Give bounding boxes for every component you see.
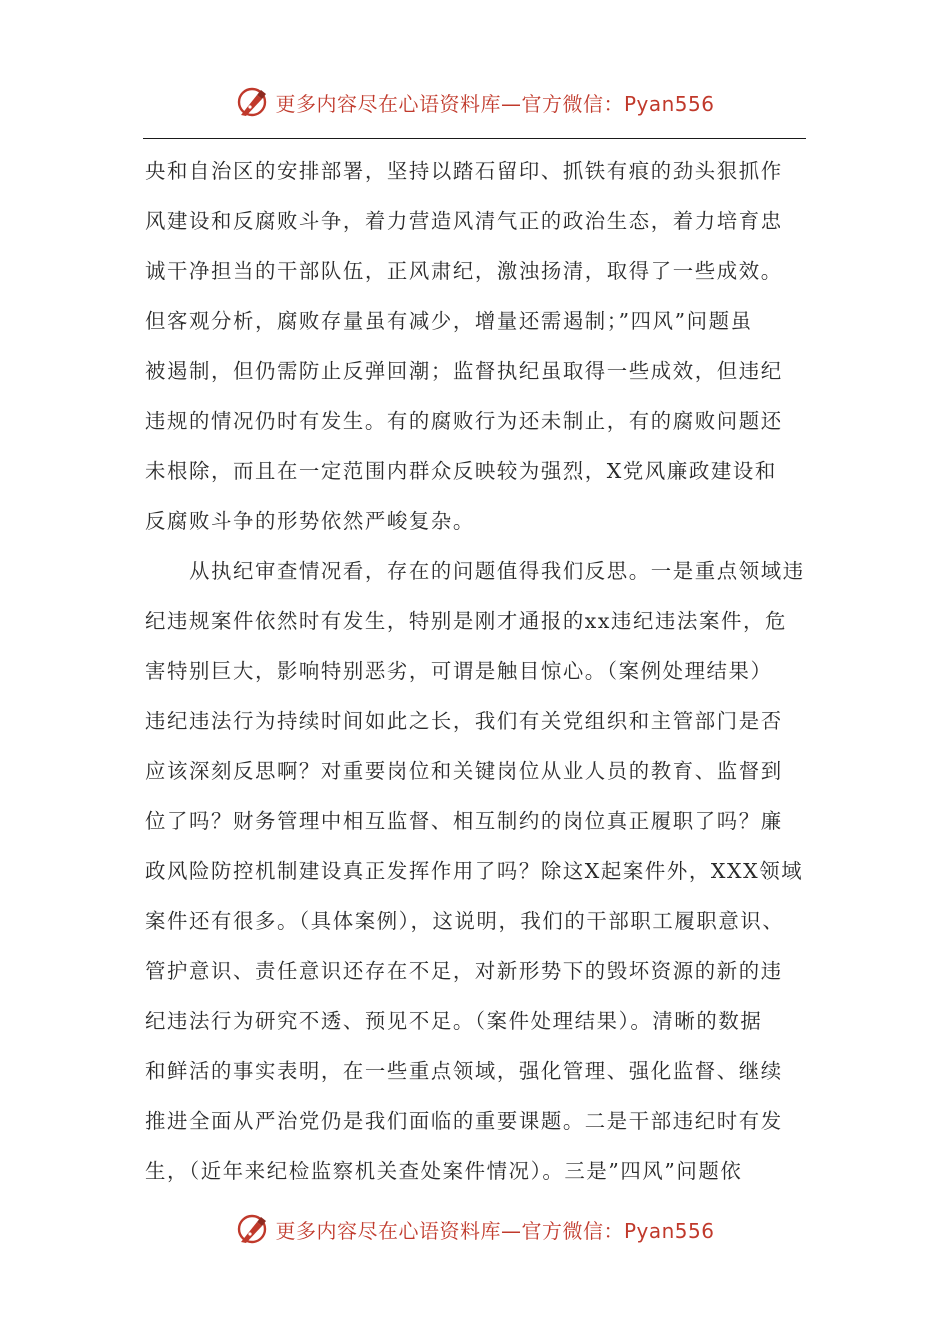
body-text-line: 央和自治区的安排部署，坚持以踏石留印、抓铁有痕的劲头狠抓作: [145, 159, 783, 183]
body-text-line: 诚干净担当的干部队伍，正风肃纪，激浊扬清，取得了一些成效。: [145, 259, 783, 283]
body-text-line: 反腐败斗争的形势依然严峻复杂。: [145, 509, 475, 533]
body-text-line: 位了吗？财务管理中相互监督、相互制约的岗位真正履职了吗？廉: [145, 809, 783, 833]
header-banner-text: 更多内容尽在心语资料库—官方微信：Pyan556: [275, 91, 715, 116]
body-text-line: 生，（近年来纪检监察机关查处案件情况）。三是”四风”问题依: [145, 1159, 743, 1183]
footer-banner: [0, 1207, 950, 1251]
header-divider: [143, 138, 806, 139]
body-text-line: 害特别巨大，影响特别恶劣，可谓是触目惊心。（案例处理结果）: [145, 659, 773, 683]
body-text-line: 政风险防控机制建设真正发挥作用了吗？除这X起案件外，XXX领域: [145, 859, 804, 883]
footer-banner-inner: [235, 1212, 714, 1246]
body-text-line: 但客观分析，腐败存量虽有减少，增量还需遏制；”四风”问题虽: [145, 309, 753, 333]
body-text-line: 和鲜活的事实表明，在一些重点领域，强化管理、强化监督、继续: [145, 1059, 783, 1083]
body-text-line: 推进全面从严治党仍是我们面临的重要课题。二是干部违纪时有发: [145, 1109, 783, 1133]
footer-banner-text: 更多内容尽在心语资料库—官方微信：Pyan556: [275, 1218, 715, 1243]
body-text-line: 管护意识、责任意识还存在不足，对新形势下的毁坏资源的新的违: [145, 959, 783, 983]
body-text-line: 违纪违法行为持续时间如此之长，我们有关党组织和主管部门是否: [145, 709, 783, 733]
body-text-line: 案件还有很多。（具体案例），这说明，我们的干部职工履职意识、: [145, 909, 785, 933]
body-text-line: 被遏制，但仍需防止反弹回潮；监督执纪虽取得一些成效，但违纪: [145, 359, 783, 383]
body-text-line: 纪违法行为研究不透、预见不足。（案件处理结果）。清晰的数据: [145, 1009, 763, 1033]
body-text-line: 未根除，而且在一定范围内群众反映较为强烈，X党风廉政建设和: [145, 459, 777, 483]
body-text-line: 从执纪审查情况看，存在的问题值得我们反思。一是重点领域违: [145, 559, 805, 583]
body-text-line: 风建设和反腐败斗争，着力营造风清气正的政治生态，着力培育忠: [145, 209, 783, 233]
pen-nib-logo-icon: [235, 1212, 269, 1246]
pen-nib-logo-icon: [235, 85, 269, 119]
body-text-line: 应该深刻反思啊？对重要岗位和关键岗位从业人员的教育、监督到: [145, 759, 783, 783]
header-banner: [0, 80, 950, 124]
header-banner-inner: [235, 85, 714, 119]
body-text-line: 纪违规案件依然时有发生，特别是刚才通报的xx违纪违法案件，危: [145, 609, 787, 633]
body-text-line: 违规的情况仍时有发生。有的腐败行为还未制止，有的腐败问题还: [145, 409, 783, 433]
document-body: [145, 146, 807, 1196]
